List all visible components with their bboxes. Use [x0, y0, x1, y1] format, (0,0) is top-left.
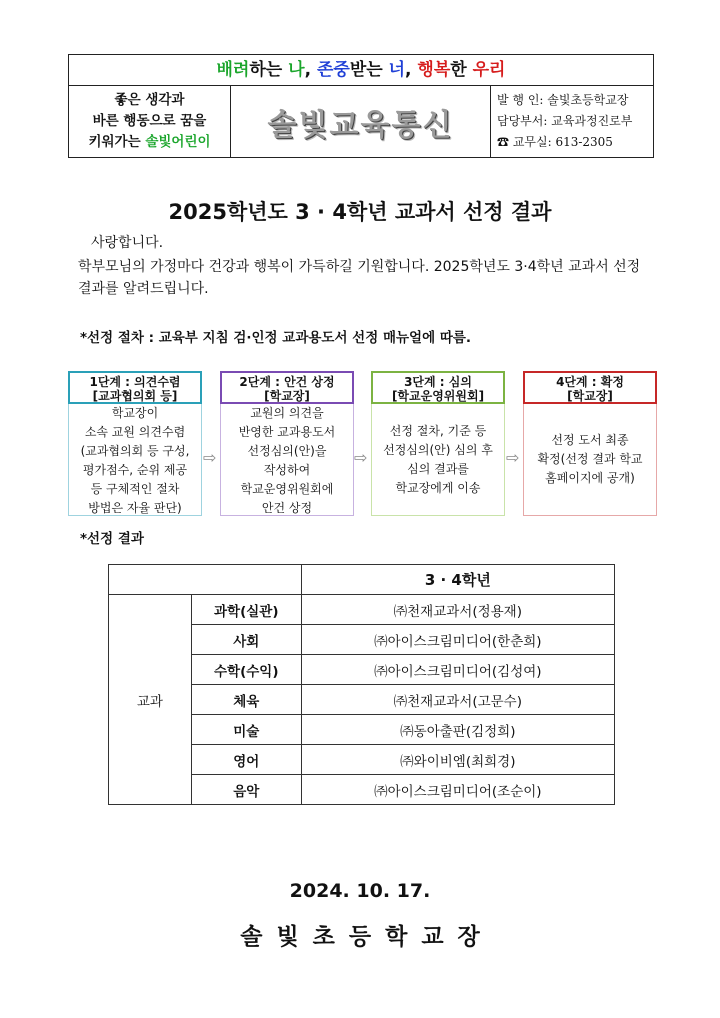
- arrow-icon: ⇨: [354, 448, 368, 467]
- issue-date: 2024. 10. 17.: [289, 880, 431, 902]
- subject-cell: 수학(수익): [191, 655, 301, 685]
- logo-text: 솔빛교육통신: [267, 107, 454, 143]
- signer: 솔빛초등학교장: [240, 924, 494, 950]
- slogan-part: ,: [405, 60, 418, 80]
- header-info-row: [69, 86, 653, 157]
- step-1: [68, 371, 202, 516]
- motto-line-2: 바른 행동으로 꿈을: [92, 113, 207, 129]
- slogan-part: 한: [450, 60, 473, 80]
- subject-cell: 영어: [191, 745, 301, 775]
- publisher-cell: ㈜동아출판(김정희): [301, 715, 614, 745]
- intro-body: 학부모님의 가정마다 건강과 행복이 가득하길 기원합니다. 2025학년도 3·4학년 교과서 선정 결과를 알려드립니다.: [78, 259, 641, 297]
- step-body-line: 교원의 의견을: [250, 406, 324, 420]
- results-note: *선정 결과: [80, 531, 144, 547]
- publisher-cell: ㈜천재교과서(고문수): [301, 685, 614, 715]
- step-body-line: 홈페이지에 공개): [545, 471, 635, 485]
- greeting: 사랑합니다.: [91, 235, 164, 251]
- step-body-line: 확정(선정 결과 학교: [537, 452, 643, 466]
- step-2-subtitle: [학교장]: [264, 389, 310, 403]
- slogan: [69, 55, 653, 86]
- step-body-line: 선정 도서 최종: [551, 433, 629, 447]
- subject-cell: 사회: [191, 625, 301, 655]
- publisher-cell: ㈜아이스크림미디어(김성여): [301, 655, 614, 685]
- motto-line-3-prefix: 키워가는: [88, 134, 146, 150]
- step-body-line: 소속 교원 의견수렴: [84, 425, 186, 439]
- table-header-row: [109, 565, 615, 595]
- step-4-header: [523, 371, 657, 404]
- motto-line-3: [69, 132, 230, 153]
- slogan-part: ,: [304, 60, 317, 80]
- arrow-icon: ⇨: [506, 448, 520, 467]
- step-4-title: 4단계 : 확정: [556, 375, 624, 389]
- step-4-body: [523, 404, 657, 516]
- subject-cell: 과학(실관): [191, 595, 301, 625]
- slogan-part: 우리: [472, 60, 506, 80]
- page-title: 2025학년도 3 · 4학년 교과서 선정 결과: [168, 200, 552, 224]
- step-2-title: 2단계 : 안건 상정: [239, 375, 335, 389]
- newsletter-header: [68, 54, 654, 158]
- step-body-line: 학교운영위원회에: [240, 482, 334, 496]
- motto-line-1: 좋은 생각과: [114, 92, 185, 108]
- step-body-line: 평가점수, 순위 제공: [82, 463, 188, 477]
- step-3-header: [371, 371, 505, 404]
- grade-column-header: 3 · 4학년: [301, 565, 614, 595]
- step-body-line: 작성하여: [263, 463, 311, 477]
- school-motto: [69, 86, 231, 157]
- publisher-cell: ㈜천재교과서(정용재): [301, 595, 614, 625]
- slogan-part: 나: [288, 60, 305, 80]
- step-body-line: 학교장에게 이송: [395, 480, 481, 495]
- slogan-part: 너: [388, 60, 406, 80]
- step-2-header: [220, 371, 354, 404]
- step-body-line: 안건 상정: [261, 501, 313, 515]
- slogan-part: 배려: [216, 60, 250, 80]
- procedure-note: *선정 절차 : 교육부 지침 검·인정 교과용도서 선정 매뉴얼에 따름.: [80, 330, 472, 346]
- arrow-icon: ⇨: [203, 448, 217, 467]
- step-3-title: 3단계 : 심의: [404, 375, 472, 389]
- motto-highlight: 솔빛어린이: [145, 134, 211, 150]
- department: 담당부서: 교육과정진로부: [497, 114, 633, 128]
- slogan-part: 존중: [316, 60, 350, 80]
- step-1-title: 1단계 : 의견수렴: [89, 375, 181, 389]
- step-body-line: 등 구체적인 절차: [90, 482, 180, 496]
- step-4-subtitle: [학교장]: [567, 389, 613, 403]
- step-body-line: 방법은 자율 판단): [88, 501, 182, 515]
- subject-cell: 미술: [191, 715, 301, 745]
- step-1-subtitle: [교과협의회 등]: [92, 389, 178, 403]
- subject-cell: 체육: [191, 685, 301, 715]
- step-3: [371, 371, 505, 516]
- step-1-header: [68, 371, 202, 404]
- slogan-part: 행복: [417, 60, 451, 80]
- subject-cell: 음악: [191, 775, 301, 805]
- step-body-line: 학교장이: [111, 406, 159, 420]
- step-4: [523, 371, 657, 516]
- category-cell: 교과: [109, 595, 192, 805]
- step-3-body: [371, 404, 505, 516]
- step-body-line: (교과협의회 등 구성,: [80, 444, 190, 458]
- step-body-line: 반영한 교과용도서: [238, 425, 336, 439]
- step-body-line: 선정 절차, 기준 등: [389, 423, 487, 438]
- step-body-line: 심의 결과를: [407, 461, 469, 476]
- phone: ☎ 교무실: 613-2305: [497, 135, 613, 149]
- slogan-part: 받는: [349, 60, 389, 80]
- step-2-body: [220, 404, 354, 516]
- step-2: [220, 371, 354, 516]
- publisher-cell: ㈜아이스크림미디어(한춘희): [301, 625, 614, 655]
- newsletter-logo: [231, 86, 491, 157]
- slogan-part: 하는: [249, 60, 289, 80]
- publisher: 발 행 인: 솔빛초등학교장: [497, 93, 629, 107]
- step-3-subtitle: [학교운영위원회]: [391, 389, 485, 403]
- publication-info: [491, 86, 653, 157]
- publisher-cell: ㈜와이비엠(최희경): [301, 745, 614, 775]
- publisher-cell: ㈜아이스크림미디어(조순이): [301, 775, 614, 805]
- table-corner-cell: [109, 565, 302, 595]
- results-table: [108, 564, 615, 805]
- step-1-body: [68, 404, 202, 516]
- table-row: [109, 595, 615, 625]
- step-body-line: 선정심의(안)을: [247, 444, 327, 458]
- step-body-line: 선정심의(안) 심의 후: [383, 442, 493, 457]
